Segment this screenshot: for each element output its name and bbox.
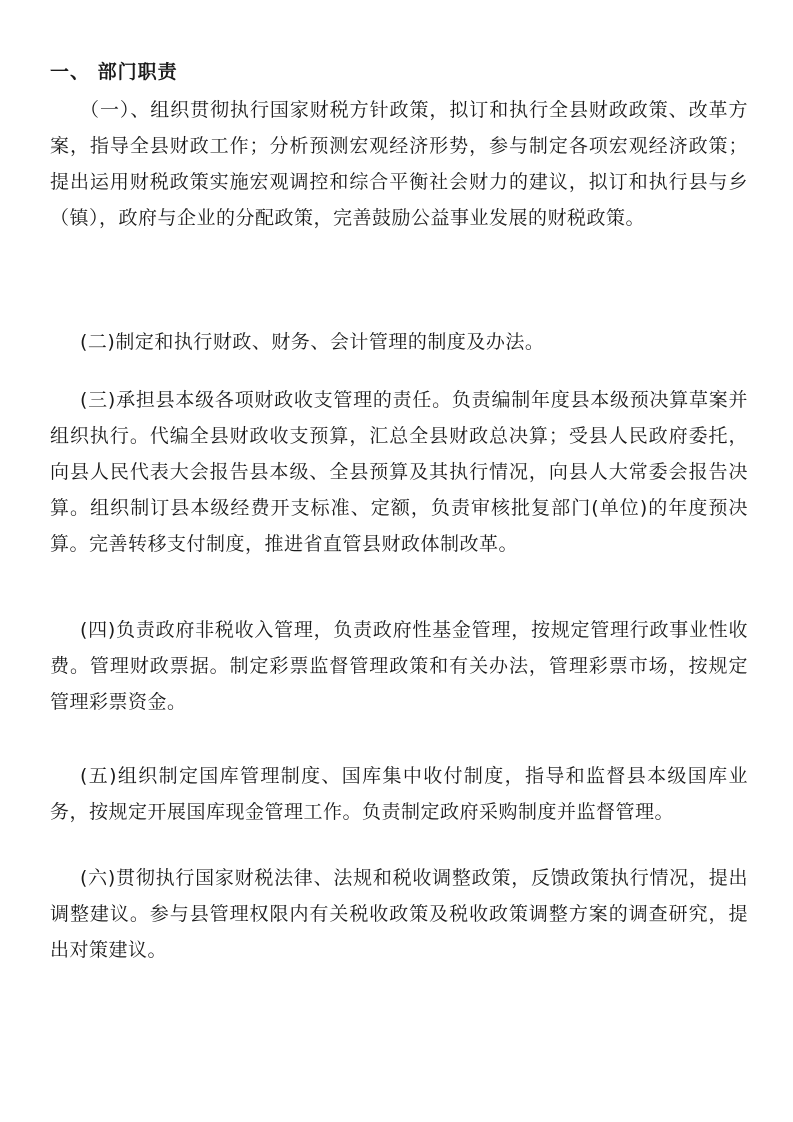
duty-paragraph-4: (四)负责政府非税收入管理，负责政府性基金管理，按规定管理行政事业性收费。管理财政票据。制定彩票监督管理政策和有关办法，管理彩票市场，按规定管理彩票资金。 <box>50 619 748 713</box>
section-heading: 一、 部门职责 <box>50 61 178 83</box>
duty-paragraph-6: (六)贯彻执行国家财税法律、法规和税收调整政策，反馈政策执行情况，提出调整建议。参与县管理权限内有关税收政策及税收政策调整方案的调查研究，提出对策建议。 <box>50 867 748 961</box>
duty-paragraph-3: (三)承担县本级各项财政收支管理的责任。负责编制年度县本级预决算草案并组织执行。代编全县财政收支预算，汇总全县财政总决算；受县人民政府委托，向县人民代表大会报告县本级、全县预算及其执行情况，向县人大常委会报告决算。组织制订县本级经费开支标准、定额，负责审核批复部门(单位)的年度预决算。完善转移支付制度，推进省直管县财政体制改革。 <box>50 389 748 555</box>
duty-paragraph-1: （一）、组织贯彻执行国家财税方针政策，拟订和执行全县财政政策、改革方案，指导全县财政工作；分析预测宏观经济形势，参与制定各项宏观经济政策；提出运用财税政策实施宏观调控和综合平衡社会财力的建议，拟订和执行县与乡（镇），政府与企业的分配政策，完善鼓励公益事业发展的财税政策。 <box>50 99 748 229</box>
duty-paragraph-5: (五)组织制定国库管理制度、国库集中收付制度，指导和监督县本级国库业务，按规定开展国库现金管理工作。负责制定政府采购制度并监督管理。 <box>50 765 748 823</box>
duty-paragraph-2: (二)制定和执行财政、财务、会计管理的制度及办法。 <box>80 331 545 353</box>
